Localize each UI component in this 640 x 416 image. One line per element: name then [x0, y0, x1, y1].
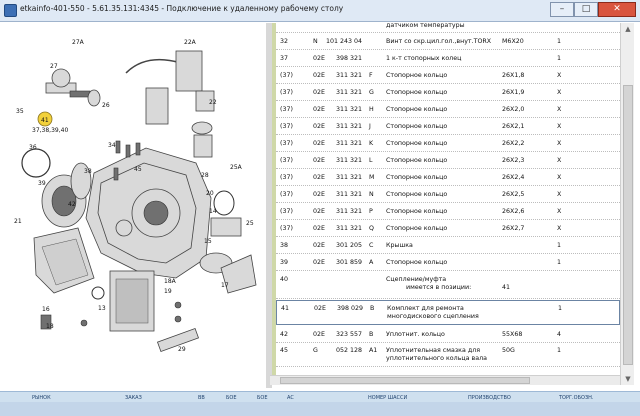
- window-controls: [550, 2, 636, 18]
- hscroll-thumb[interactable]: [280, 377, 530, 384]
- cell-index: M: [369, 174, 375, 181]
- cell-prefix: 02E: [313, 157, 325, 164]
- status-market: РЫНОК: [32, 395, 51, 401]
- cell-index: L: [369, 157, 373, 164]
- callout-41[interactable]: 41: [41, 117, 49, 124]
- cell-partno: 311 321: [336, 106, 363, 113]
- callout-28[interactable]: 28: [201, 172, 209, 179]
- cell-note-value: 41: [502, 284, 511, 291]
- cell-note: имеется в позиции:: [406, 284, 472, 291]
- cell-name: Стопорное кольцо: [386, 208, 448, 215]
- table-row[interactable]: [276, 254, 620, 271]
- cell-index: B: [369, 331, 374, 338]
- cell-name-line2: уплотнительного кольца вала: [386, 355, 487, 362]
- cell-name: Стопорное кольцо: [386, 72, 448, 79]
- table-row[interactable]: [276, 220, 620, 237]
- cell-name: Стопорное кольцо: [386, 259, 448, 266]
- cell-partno: 311 321: [336, 225, 363, 232]
- cell-prefix: 02E: [313, 242, 325, 249]
- callout-20[interactable]: 20: [206, 190, 214, 197]
- callout-25[interactable]: 25: [246, 220, 254, 227]
- cell-pos: 32: [280, 38, 289, 45]
- window-titlebar: [0, 0, 640, 22]
- cell-prefix: 02E: [313, 331, 325, 338]
- cell-partno: 311 321: [336, 72, 363, 79]
- cell-index: A: [369, 259, 374, 266]
- cell-prefix: 02E: [313, 106, 325, 113]
- cell-qty: 1: [557, 259, 562, 266]
- callout-27A[interactable]: 27A: [72, 39, 84, 46]
- cell-qty: X: [557, 225, 562, 232]
- table-row[interactable]: [276, 84, 620, 101]
- status-vv: ВВ: [198, 395, 205, 401]
- table-row-selected[interactable]: [276, 300, 620, 325]
- cell-index: G: [369, 89, 374, 96]
- cell-pos: 40: [280, 276, 289, 283]
- cell-partno: 311 321: [336, 140, 363, 147]
- table-row[interactable]: [276, 343, 620, 367]
- scroll-thumb[interactable]: [623, 85, 633, 365]
- cell-prefix: 02E: [313, 208, 325, 215]
- status-production: ПРОИЗВОДСТВО: [468, 395, 511, 401]
- cell-prefix: 02E: [313, 55, 325, 62]
- cell-partno: 301 205: [336, 242, 363, 249]
- callout-36[interactable]: 36: [29, 144, 37, 151]
- cell-size: 26X2,6: [502, 208, 525, 215]
- cell-prefix: 02E: [313, 123, 325, 130]
- table-row[interactable]: [276, 118, 620, 135]
- callout-22[interactable]: 22: [209, 99, 217, 106]
- cell-name: Уплотнит. кольцо: [386, 331, 445, 338]
- cell-name: датчиком температуры: [386, 23, 465, 29]
- cell-size: 50G: [502, 347, 515, 354]
- taskbar-strip: [0, 402, 640, 416]
- cell-partno: 398 321: [336, 55, 363, 62]
- cell-name: Стопорное кольцо: [386, 191, 448, 198]
- cell-prefix: 02E: [313, 140, 325, 147]
- status-order: ЗАКАЗ: [125, 395, 142, 401]
- cell-index: A1: [369, 347, 378, 354]
- exploded-parts-diagram[interactable]: [6, 23, 266, 388]
- cell-qty: X: [557, 208, 562, 215]
- callout-34[interactable]: 34: [108, 142, 116, 149]
- cell-size: 26X1,9: [502, 89, 525, 96]
- status-boe-2: БОЕ: [257, 395, 268, 401]
- cell-prefix: N: [313, 38, 318, 45]
- cell-partno: 323 557: [336, 331, 363, 338]
- cell-partno: 101 243 04: [326, 38, 363, 45]
- status-chassis-number: НОМЕР ШАССИ: [368, 395, 408, 401]
- cell-qty: X: [557, 123, 562, 130]
- cell-name: Комплект для ремонта: [387, 305, 464, 312]
- table-row[interactable]: [276, 152, 620, 169]
- callout-18A[interactable]: 18A: [164, 278, 176, 285]
- callout-13[interactable]: 13: [98, 305, 106, 312]
- callout-35[interactable]: 35: [16, 108, 24, 115]
- table-row[interactable]: [276, 23, 620, 33]
- status-boe-1: БОЕ: [226, 395, 237, 401]
- cell-qty: X: [557, 89, 562, 96]
- cell-prefix: 02E: [313, 225, 325, 232]
- close-button[interactable]: ✕: [598, 2, 636, 17]
- table-row[interactable]: [276, 33, 620, 50]
- cell-index: J: [369, 123, 371, 130]
- cell-partno: 398 029: [337, 305, 364, 312]
- cell-pos: (37): [280, 191, 293, 198]
- remote-desktop-icon: [4, 4, 17, 17]
- status-as: АС: [287, 395, 294, 401]
- callout-27[interactable]: 27: [50, 63, 58, 70]
- cell-qty: X: [557, 140, 562, 147]
- cell-qty: 1: [557, 55, 562, 62]
- cell-index: F: [369, 72, 373, 79]
- window-title: etkainfo-401-550 - 5.61.35.131:4345 - Подключение к удаленному рабочему столу: [20, 4, 344, 13]
- vertical-scrollbar[interactable]: [620, 23, 634, 385]
- cell-qty: X: [557, 191, 562, 198]
- cell-index: Q: [369, 225, 374, 232]
- callout-22A[interactable]: 22A: [184, 39, 196, 46]
- cell-size: 26X2,1: [502, 123, 525, 130]
- cell-name: Стопорное кольцо: [386, 106, 448, 113]
- cell-index: K: [369, 140, 374, 147]
- callout-14[interactable]: 14: [209, 208, 217, 215]
- cell-name: Крышка: [386, 242, 413, 249]
- table-row[interactable]: [276, 237, 620, 254]
- callout-38[interactable]: 38: [84, 168, 92, 175]
- cell-partno: 311 321: [336, 123, 363, 130]
- scroll-down-icon[interactable]: ▼: [625, 375, 631, 383]
- cell-qty: X: [557, 174, 562, 181]
- parts-table: [276, 23, 620, 385]
- cell-name: 1 к-т стопорных колец: [386, 55, 462, 62]
- cell-size: 26X2,5: [502, 191, 525, 198]
- cell-partno: 052 128: [336, 347, 363, 354]
- cell-name: Стопорное кольцо: [386, 174, 448, 181]
- cell-size: 26X2,2: [502, 140, 525, 147]
- cell-size: M6X20: [502, 38, 524, 45]
- cell-size: 26X2,7: [502, 225, 525, 232]
- cell-index: H: [369, 106, 374, 113]
- callout-26[interactable]: 26: [102, 102, 110, 109]
- cell-qty: 1: [557, 242, 562, 249]
- cell-partno: 311 321: [336, 208, 363, 215]
- cell-index: P: [369, 208, 373, 215]
- callout-29[interactable]: 29: [178, 346, 186, 353]
- cell-prefix: 02E: [313, 174, 325, 181]
- callout-16[interactable]: 16: [42, 306, 50, 313]
- cell-qty: 1: [557, 38, 562, 45]
- cell-size: 26X2,0: [502, 106, 525, 113]
- cell-pos: (37): [280, 174, 293, 181]
- cell-partno: 311 321: [336, 89, 363, 96]
- transmission-illustration: [6, 23, 266, 388]
- table-row[interactable]: [276, 203, 620, 220]
- table-row[interactable]: [276, 186, 620, 203]
- status-bar: [0, 391, 640, 402]
- maximize-button[interactable]: □: [574, 2, 598, 17]
- cell-pos: (37): [280, 123, 293, 130]
- status-trade-name: ТОРГ.ОБОЗН.: [559, 395, 594, 401]
- cell-pos: (37): [280, 140, 293, 147]
- callout-45[interactable]: 45: [134, 166, 142, 173]
- cell-pos: 37: [280, 55, 289, 62]
- cell-pos: 42: [280, 331, 289, 338]
- cell-prefix: 02E: [313, 89, 325, 96]
- cell-pos: (37): [280, 225, 293, 232]
- cell-partno: 311 321: [336, 157, 363, 164]
- cell-pos: 41: [281, 305, 290, 312]
- cell-pos: 38: [280, 242, 289, 249]
- cell-prefix: 02E: [314, 305, 326, 312]
- table-row[interactable]: [276, 135, 620, 152]
- cell-pos: (37): [280, 72, 293, 79]
- cell-prefix: 02E: [313, 259, 325, 266]
- cell-name-line2: многодискового сцепления: [387, 313, 479, 320]
- cell-name: Стопорное кольцо: [386, 123, 448, 130]
- cell-index: N: [369, 191, 374, 198]
- cell-prefix: G: [313, 347, 318, 354]
- table-row[interactable]: [276, 326, 620, 343]
- cell-partno: 301 859: [336, 259, 363, 266]
- minimize-button[interactable]: –: [550, 2, 574, 17]
- cell-name: Стопорное кольцо: [386, 140, 448, 147]
- callout-37-40[interactable]: 37,38,39,40: [32, 127, 69, 134]
- callout-42[interactable]: 42: [68, 201, 76, 208]
- horizontal-scrollbar[interactable]: [270, 375, 620, 385]
- cell-index: B: [370, 305, 375, 312]
- table-row[interactable]: [276, 271, 620, 299]
- callout-15[interactable]: 15: [204, 238, 212, 245]
- cell-partno: 311 321: [336, 174, 363, 181]
- cell-pos: 45: [280, 347, 289, 354]
- cell-name: Сцепление/муфта: [386, 276, 447, 283]
- cell-name: Уплотнительная смазка для: [386, 347, 481, 354]
- cell-name: Стопорное кольцо: [386, 89, 448, 96]
- table-row[interactable]: [276, 169, 620, 186]
- cell-size: 26X2,4: [502, 174, 525, 181]
- cell-size: 55X68: [502, 331, 523, 338]
- cell-index: C: [369, 242, 374, 249]
- callout-21[interactable]: 21: [14, 218, 22, 225]
- table-row[interactable]: [276, 101, 620, 118]
- table-row[interactable]: [276, 50, 620, 67]
- cell-name: Винт со скр.цил.гол.,внут.TORX: [386, 38, 492, 45]
- callout-17[interactable]: 17: [221, 282, 229, 289]
- cell-pos: (37): [280, 157, 293, 164]
- cell-qty: 1: [558, 305, 563, 312]
- cell-name: Стопорное кольцо: [386, 157, 448, 164]
- cell-size: 26X1,8: [502, 72, 525, 79]
- cell-size: 26X2,3: [502, 157, 525, 164]
- callout-39[interactable]: 39: [38, 180, 46, 187]
- cell-prefix: 02E: [313, 72, 325, 79]
- cell-partno: 311 321: [336, 191, 363, 198]
- callout-19[interactable]: 19: [164, 288, 172, 295]
- callout-18[interactable]: 18: [46, 323, 54, 330]
- cell-pos: (37): [280, 89, 293, 96]
- cell-name: Стопорное кольцо: [386, 225, 448, 232]
- cell-prefix: 02E: [313, 191, 325, 198]
- cell-qty: X: [557, 106, 562, 113]
- cell-qty: X: [557, 157, 562, 164]
- table-row[interactable]: [276, 67, 620, 84]
- cell-qty: X: [557, 72, 562, 79]
- cell-qty: 1: [557, 347, 562, 354]
- callout-25A[interactable]: 25A: [230, 164, 242, 171]
- cell-pos: (37): [280, 106, 293, 113]
- cell-pos: 39: [280, 259, 289, 266]
- scroll-up-icon[interactable]: ▲: [625, 25, 631, 33]
- cell-pos: (37): [280, 208, 293, 215]
- cell-qty: 4: [557, 331, 562, 338]
